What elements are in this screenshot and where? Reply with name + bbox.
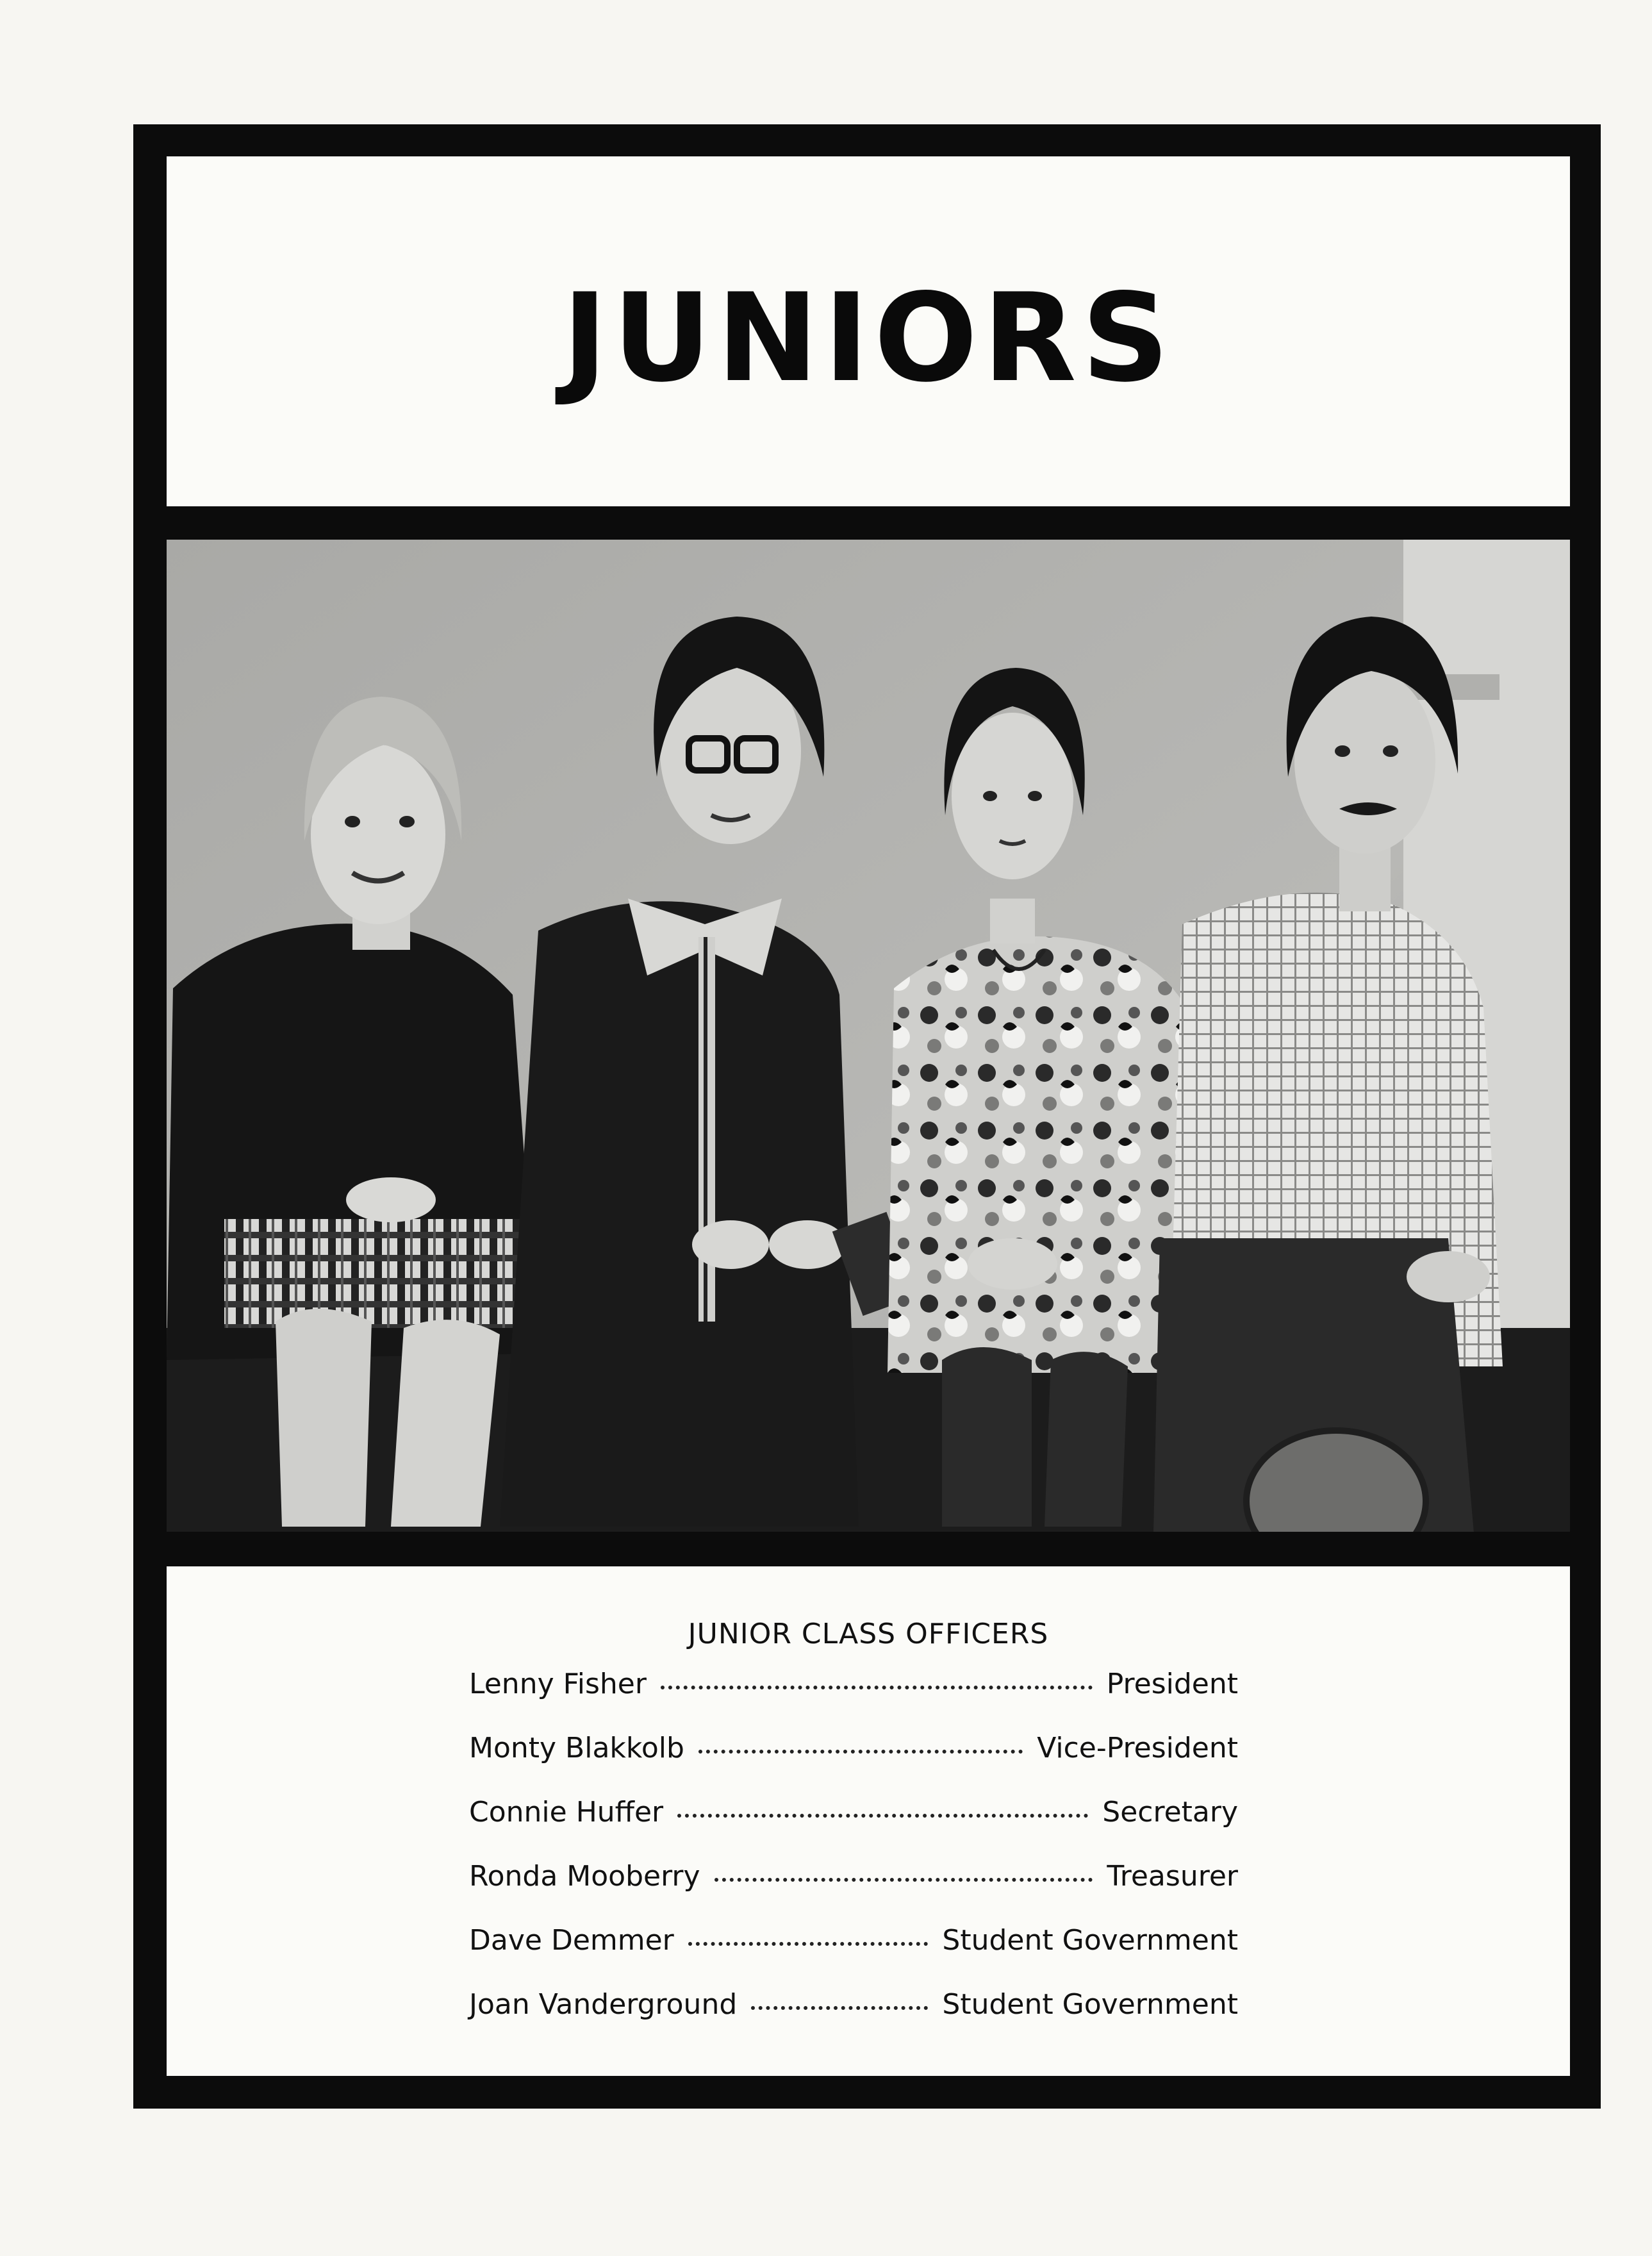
officer-role: Secretary (1102, 1796, 1238, 1829)
officer-row (469, 1860, 1238, 1924)
officer-role: Student Government (942, 1924, 1238, 1957)
dot-leader (714, 1878, 1093, 1882)
dot-leader (698, 1750, 1023, 1754)
officers-heading: JUNIOR CLASS OFFICERS (688, 1618, 1049, 1650)
dot-leader (661, 1686, 1093, 1689)
group-photo-illustration (167, 540, 1570, 1532)
officer-role: President (1106, 1668, 1238, 1700)
officer-name: Dave Demmer (469, 1924, 674, 1957)
officer-name: Ronda Mooberry (469, 1860, 700, 1893)
page-frame (133, 124, 1601, 2109)
officer-name: Monty Blakkolb (469, 1732, 684, 1764)
officer-name: Joan Vanderground (469, 1988, 738, 2021)
dot-leader (688, 1942, 929, 1946)
title-panel (167, 156, 1570, 506)
officer-role: Treasurer (1107, 1860, 1238, 1893)
officer-row (469, 1796, 1238, 1860)
dot-leader (677, 1814, 1088, 1818)
page-title: JUNIORS (562, 267, 1175, 409)
officer-row (469, 1924, 1238, 1988)
officers-panel (167, 1566, 1570, 2076)
officer-name: Connie Huffer (469, 1796, 664, 1829)
officer-role: Vice-President (1037, 1732, 1238, 1764)
officer-row (469, 1732, 1238, 1796)
class-officers-photo (167, 540, 1570, 1532)
officer-name: Lenny Fisher (469, 1668, 647, 1700)
officers-list (469, 1668, 1238, 2052)
dot-leader (751, 2006, 928, 2010)
officer-row (469, 1668, 1238, 1732)
officer-role: Student Government (942, 1988, 1238, 2021)
officer-row (469, 1988, 1238, 2052)
